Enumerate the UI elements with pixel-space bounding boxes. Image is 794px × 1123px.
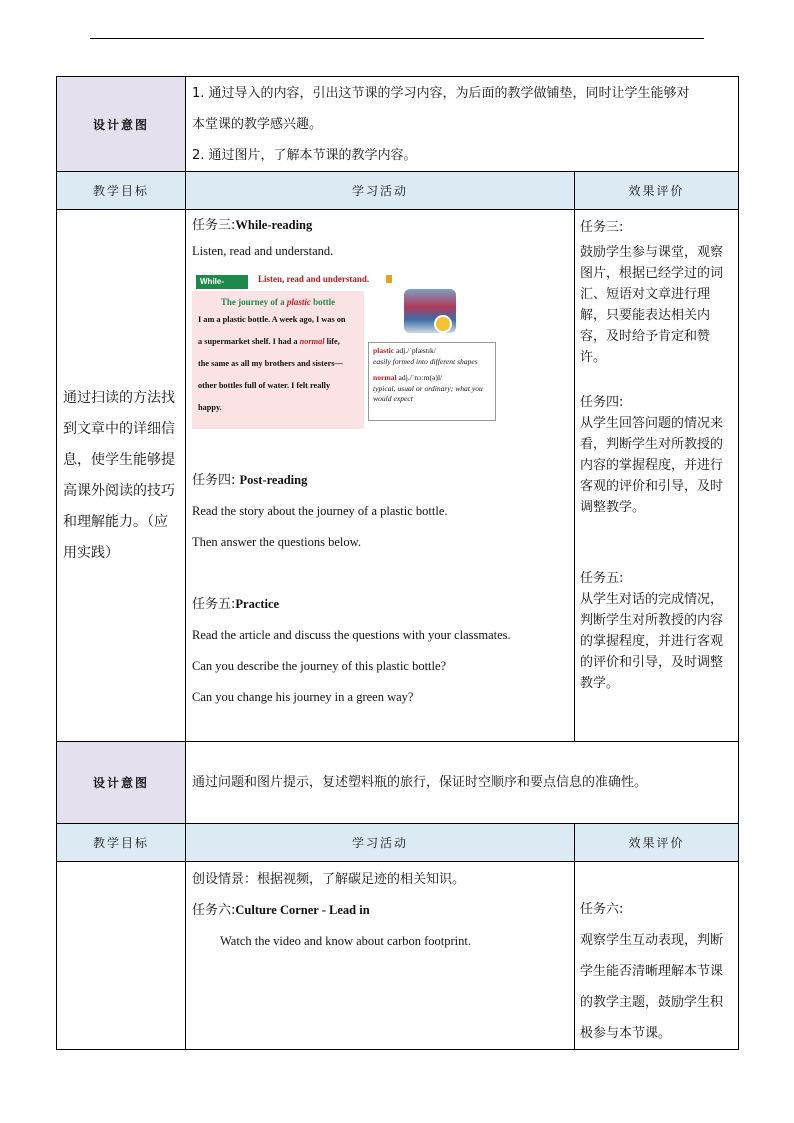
eval5-text: 从学生对话的完成情况，判断学生对所教授的内容的掌握程度，并进行客观的评价和引导，及时调整教学。: [580, 592, 724, 691]
design-intent-content: [186, 77, 739, 172]
task4-heading: 任务四: Post-reading: [192, 473, 308, 488]
activity-row-1: [57, 210, 739, 742]
task3-heading: 任务三:While-reading: [192, 218, 313, 233]
intent-line-3: 2. 通过图片，了解本节课的教学内容。: [192, 148, 417, 163]
header-evaluation-2: 效果评价: [575, 824, 739, 862]
task5-line-2: Can you describe the journey of this plastic bottle?: [192, 659, 447, 673]
scenario-intro: 创设情景：根据视频，了解碳足迹的相关知识。: [192, 872, 466, 887]
reading-passage: [192, 291, 364, 429]
design-intent-row-1: [57, 77, 739, 172]
lesson-plan-table: [56, 76, 739, 1050]
design-intent-label-2: 设计意图: [57, 742, 186, 824]
activity-cell: [186, 210, 575, 742]
task4-line-2: Then answer the questions below.: [192, 535, 361, 549]
header-rule: [90, 38, 704, 39]
goal-cell: [57, 210, 186, 742]
eval5-title: 任务五:: [580, 571, 624, 586]
design-intent-content-2: [186, 742, 739, 824]
reading-heading: Listen, read and understand.: [258, 274, 370, 284]
goal-text: 通过扫读的方法找到文章中的详细信息，使学生能够提高课外阅读的技巧和理解能力。（应用实践）: [63, 389, 175, 561]
passage-text: I am a plastic bottle. A week ago, I was on a supermarket shelf. I had a normal life, the same as all my brothers and sisters— other bottles full of water. I felt really happy.: [198, 315, 346, 412]
intent-text-2: 通过问题和图片提示，复述塑料瓶的旅行，保证时空顺序和要点信息的准确性。: [192, 775, 648, 790]
eval4-title: 任务四:: [580, 395, 624, 410]
passage-title: The journey of a plastic bottle: [220, 297, 336, 307]
header-activity: 学习活动: [186, 172, 575, 210]
eval6-text: 观察学生互动表现，判断学生能否清晰理解本节课的教学主题，鼓励学生积极参与本节课。: [580, 933, 724, 1041]
header-goal-2: 教学目标: [57, 824, 186, 862]
activity-cell-2: [186, 862, 575, 1050]
eval3-text: 鼓励学生参与课堂，观察图片，根据已经学过的词汇、短语对文章进行理解，只要能表达相关内容，及时给予肯定和赞许。: [580, 245, 724, 365]
goal-cell-2: [57, 862, 186, 1050]
evaluation-cell: [575, 210, 739, 742]
task3-line: Listen, read and understand.: [192, 244, 334, 258]
design-intent-label: 设计意图: [57, 77, 186, 172]
header-evaluation: 效果评价: [575, 172, 739, 210]
task4-line-1: Read the story about the journey of a plastic bottle.: [192, 504, 448, 518]
header-row-2: [57, 824, 739, 862]
task5-line-1: Read the article and discuss the questions with your classmates.: [192, 628, 511, 642]
speaker-icon[interactable]: [386, 275, 392, 283]
eval6-title: 任务六:: [580, 902, 624, 917]
task5-line-3: Can you change his journey in a green way?: [192, 690, 414, 704]
reading-image: [192, 269, 512, 429]
smiley-icon: [434, 315, 452, 333]
header-activity-2: 学习活动: [186, 824, 575, 862]
activity-row-2: [57, 862, 739, 1050]
while-reading-tag: While-: [196, 275, 248, 289]
eval3-title: 任务三:: [580, 220, 624, 235]
intent-line-2: 本堂课的教学感兴趣。: [192, 117, 323, 132]
intent-line-1: 1. 通过导入的内容，引出这节课的学习内容，为后面的教学做铺垫，同时让学生能够对: [192, 86, 690, 101]
header-row-1: [57, 172, 739, 210]
task6-line: Watch the video and know about carbon footprint.: [220, 934, 472, 948]
vocabulary-box: plastic adj./ˈplæstɪk/ easily formed into different shapes normal adj./ˈnɔːm(ə)l/ typical, usual or ordinary; what you would expect: [368, 342, 496, 421]
task6-heading: 任务六:Culture Corner - Lead in: [192, 903, 370, 918]
task5-heading: 任务五:Practice: [192, 597, 280, 612]
design-intent-row-2: [57, 742, 739, 824]
evaluation-cell-2: [575, 862, 739, 1050]
header-goal: 教学目标: [57, 172, 186, 210]
eval4-text: 从学生回答问题的情况来看，判断学生对所教授的内容的掌握程度，并进行客观的评价和引导，及时调整教学。: [580, 416, 724, 515]
